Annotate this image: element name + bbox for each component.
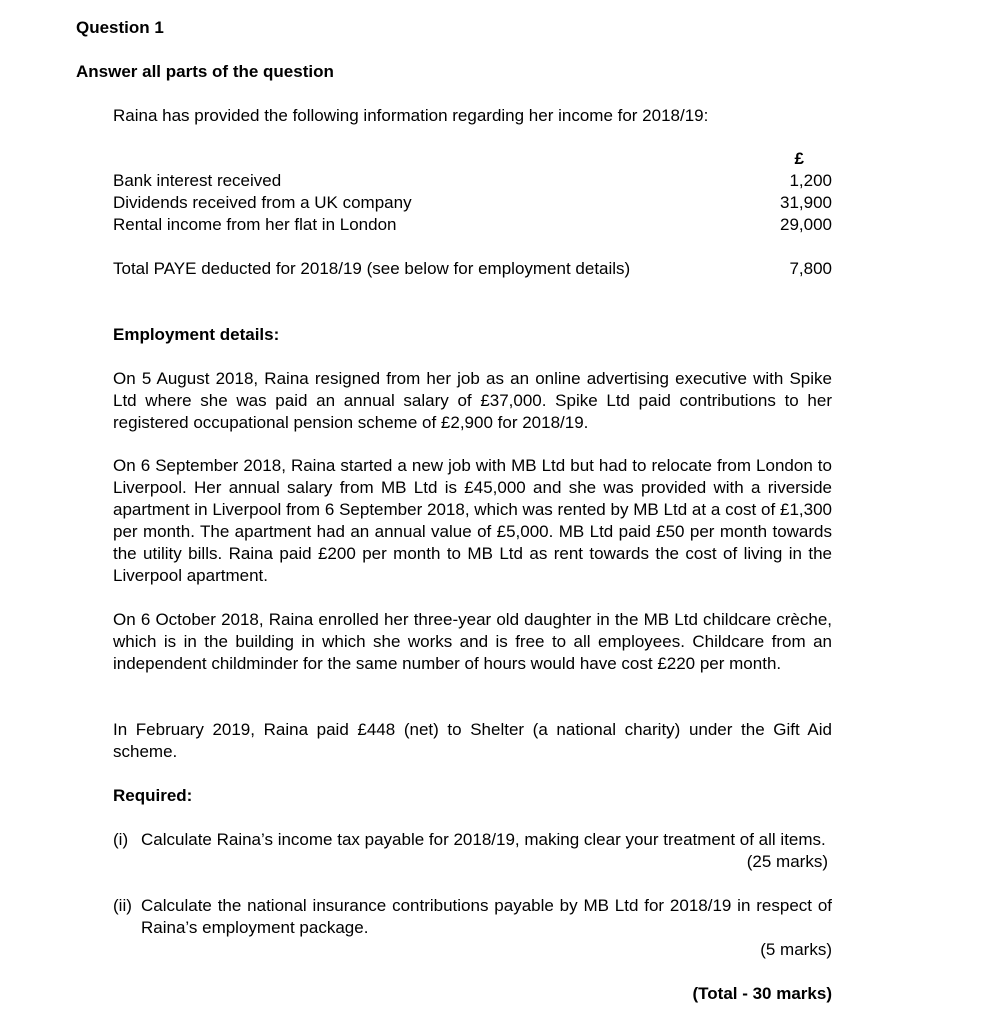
employment-paragraph: On 6 September 2018, Raina started a new job with MB Ltd but had to relocate from London to Liverpool. Her annual salary from MB Ltd is £45,000 and she was provided with a riverside apartment in Liverpool from 6 September 2018, which was rented by MB Ltd at a cost of £1,300 per month. The apartment had an annual value of £5,000. MB Ltd paid £50 per month towards the utility bills. Raina paid £200 per month to MB Ltd as rent towards the cost of living in the Liverpool apartment.: [113, 456, 832, 585]
income-label: Bank interest received: [113, 171, 282, 190]
income-row: [113, 214, 832, 236]
required-item-number: (i): [113, 830, 129, 849]
required-item-number: (ii): [113, 896, 132, 915]
required-item-marks: (5 marks): [760, 940, 832, 959]
income-amount: 31,900: [780, 193, 832, 212]
income-label: Rental income from her flat in London: [113, 215, 397, 234]
required-item-text: Calculate Raina’s income tax payable for 2018/19, making clear your treatment of all items.: [141, 830, 826, 849]
required-heading: Required:: [113, 786, 193, 805]
required-item-text: Calculate the national insurance contributions payable by MB Ltd for 2018/19 in respect of Raina’s employment package.: [141, 896, 832, 937]
income-amount: 29,000: [780, 215, 832, 234]
required-item: [113, 895, 832, 939]
income-row: [113, 192, 832, 214]
paye-row: [113, 258, 832, 280]
total-marks: (Total - 30 marks): [692, 984, 832, 1003]
income-table: [113, 148, 832, 280]
income-row: [113, 170, 832, 192]
question-title: Question 1: [76, 18, 164, 37]
employment-paragraph: In February 2019, Raina paid £448 (net) to Shelter (a national charity) under the Gift Aid scheme.: [113, 720, 832, 761]
income-label: Dividends received from a UK company: [113, 193, 412, 212]
income-amount: 1,200: [789, 171, 832, 190]
intro-text: Raina has provided the following information regarding her income for 2018/19:: [113, 106, 709, 125]
instruction-heading: Answer all parts of the question: [76, 62, 334, 81]
employment-paragraph: On 5 August 2018, Raina resigned from her job as an online advertising executive with Spike Ltd where she was paid an annual salary of £37,000. Spike Ltd paid contributions to her registered occupational pension scheme of £2,900 for 2018/19.: [113, 369, 832, 432]
required-item: [113, 829, 832, 871]
paye-label: Total PAYE deducted for 2018/19 (see below for employment details): [113, 259, 631, 278]
paye-amount: 7,800: [789, 259, 832, 278]
required-item-marks: (25 marks): [746, 852, 828, 871]
currency-header: £: [794, 149, 804, 168]
employment-paragraph: On 6 October 2018, Raina enrolled her three-year old daughter in the MB Ltd childcare crèche, which is in the building in which she works and is free to all employees. Childcare from an independent childminder for the same number of hours would have cost £220 per month.: [113, 610, 832, 673]
employment-heading: Employment details:: [113, 325, 280, 344]
currency-header-row: [113, 148, 832, 170]
